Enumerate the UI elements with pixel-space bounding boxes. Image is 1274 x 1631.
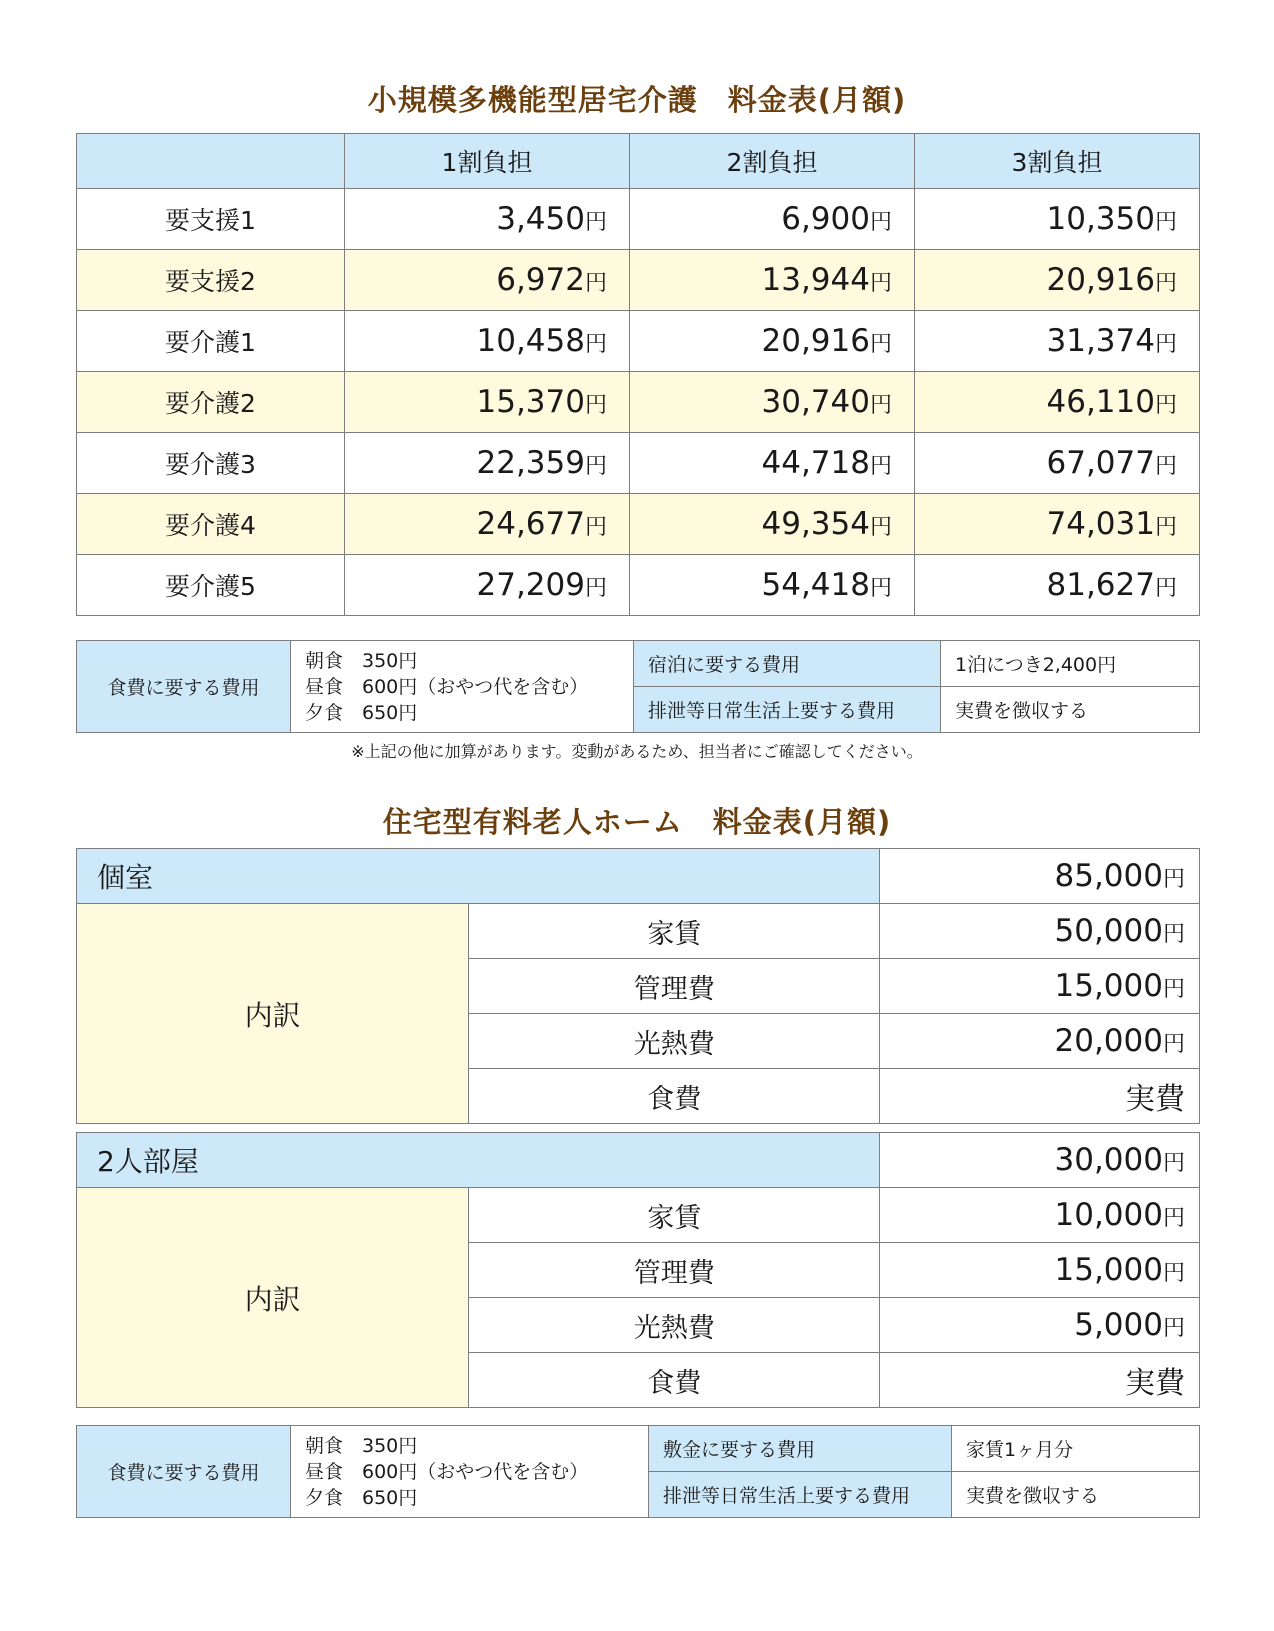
care-level-label: 要介護1 <box>77 311 345 372</box>
fee-cell: 15,370円 <box>345 372 630 433</box>
section1-title: 小規模多機能型居宅介護 料金表(月額) <box>367 83 907 117</box>
item-label: 食費 <box>469 1353 880 1408</box>
care-fee-table <box>76 133 1200 616</box>
fee-cell: 3,450円 <box>345 189 630 250</box>
private-room-table <box>76 848 1200 1124</box>
lodging-cost-value: 1泊につき2,400円 <box>941 641 1200 687</box>
meal-breakfast: 朝食 350円 <box>305 1434 418 1457</box>
table-row <box>77 250 1200 311</box>
fee-cell: 31,374円 <box>915 311 1200 372</box>
table-row <box>77 433 1200 494</box>
fee-cell: 6,972円 <box>345 250 630 311</box>
fee-cell: 10,350円 <box>915 189 1200 250</box>
item-label: 家賃 <box>469 904 880 959</box>
fee-cell: 44,718円 <box>630 433 915 494</box>
room-total: 85,000円 <box>880 849 1200 904</box>
fee-cell: 24,677円 <box>345 494 630 555</box>
fee-cell: 20,916円 <box>630 311 915 372</box>
daily-living-cost-label: 排泄等日常生活上要する費用 <box>634 687 941 733</box>
section1-extra-costs-table <box>76 640 1200 733</box>
meal-dinner: 夕食 650円 <box>305 701 418 724</box>
care-level-label: 要介護4 <box>77 494 345 555</box>
header-3wari: 3割負担 <box>915 134 1200 189</box>
item-label: 管理費 <box>469 959 880 1014</box>
deposit-cost-value: 家賃1ヶ月分 <box>952 1426 1200 1472</box>
item-amount: 実費 <box>880 1069 1200 1124</box>
footnote: ※上記の他に加算があります。変動があるため、担当者にご確認してください。 <box>351 742 923 761</box>
care-level-label: 要支援2 <box>77 250 345 311</box>
breakdown-label: 内訳 <box>77 904 469 1124</box>
fee-cell: 27,209円 <box>345 555 630 616</box>
item-amount: 10,000円 <box>880 1188 1200 1243</box>
fee-cell: 49,354円 <box>630 494 915 555</box>
care-level-label: 要介護3 <box>77 433 345 494</box>
meal-breakfast: 朝食 350円 <box>305 649 418 672</box>
fee-cell: 74,031円 <box>915 494 1200 555</box>
item-amount: 50,000円 <box>880 904 1200 959</box>
meal-cost-label: 食費に要する費用 <box>77 1426 291 1518</box>
fee-cell: 22,359円 <box>345 433 630 494</box>
header-2wari: 2割負担 <box>630 134 915 189</box>
deposit-cost-label: 敷金に要する費用 <box>649 1426 952 1472</box>
item-label: 管理費 <box>469 1243 880 1298</box>
header-1wari: 1割負担 <box>345 134 630 189</box>
meal-cost-label: 食費に要する費用 <box>77 641 291 733</box>
fee-cell: 13,944円 <box>630 250 915 311</box>
table-row <box>77 372 1200 433</box>
fee-cell: 54,418円 <box>630 555 915 616</box>
care-level-label: 要介護2 <box>77 372 345 433</box>
room-type-label: 個室 <box>77 849 880 904</box>
meal-dinner: 夕食 650円 <box>305 1486 418 1509</box>
section2-title: 住宅型有料老人ホーム 料金表(月額) <box>382 805 892 839</box>
shared-room-table <box>76 1132 1200 1408</box>
care-level-label: 要支援1 <box>77 189 345 250</box>
fee-cell: 10,458円 <box>345 311 630 372</box>
table-row <box>77 311 1200 372</box>
meal-lunch: 昼食 600円（おやつ代を含む） <box>305 675 589 698</box>
fee-table-header-row <box>77 134 1200 189</box>
item-amount: 15,000円 <box>880 959 1200 1014</box>
item-label: 光熱費 <box>469 1014 880 1069</box>
daily-living-cost-value: 実費を徴収する <box>952 1472 1200 1518</box>
lodging-cost-label: 宿泊に要する費用 <box>634 641 941 687</box>
breakdown-label: 内訳 <box>77 1188 469 1408</box>
daily-living-cost-value: 実費を徴収する <box>941 687 1200 733</box>
fee-cell: 46,110円 <box>915 372 1200 433</box>
item-amount: 実費 <box>880 1353 1200 1408</box>
item-amount: 5,000円 <box>880 1298 1200 1353</box>
fee-cell: 30,740円 <box>630 372 915 433</box>
item-amount: 15,000円 <box>880 1243 1200 1298</box>
care-level-label: 要介護5 <box>77 555 345 616</box>
meal-cost-details <box>291 1426 649 1518</box>
item-label: 家賃 <box>469 1188 880 1243</box>
daily-living-cost-label: 排泄等日常生活上要する費用 <box>649 1472 952 1518</box>
header-empty-cell <box>77 134 345 189</box>
meal-lunch: 昼食 600円（おやつ代を含む） <box>305 1460 589 1483</box>
fee-cell: 81,627円 <box>915 555 1200 616</box>
room-type-label: 2人部屋 <box>77 1133 880 1188</box>
table-row <box>77 494 1200 555</box>
fee-cell: 6,900円 <box>630 189 915 250</box>
fee-cell: 20,916円 <box>915 250 1200 311</box>
room-total: 30,000円 <box>880 1133 1200 1188</box>
item-label: 食費 <box>469 1069 880 1124</box>
table-row <box>77 555 1200 616</box>
item-amount: 20,000円 <box>880 1014 1200 1069</box>
fee-cell: 67,077円 <box>915 433 1200 494</box>
section2-extra-costs-table <box>76 1425 1200 1518</box>
item-label: 光熱費 <box>469 1298 880 1353</box>
table-row <box>77 189 1200 250</box>
meal-cost-details <box>291 641 634 733</box>
